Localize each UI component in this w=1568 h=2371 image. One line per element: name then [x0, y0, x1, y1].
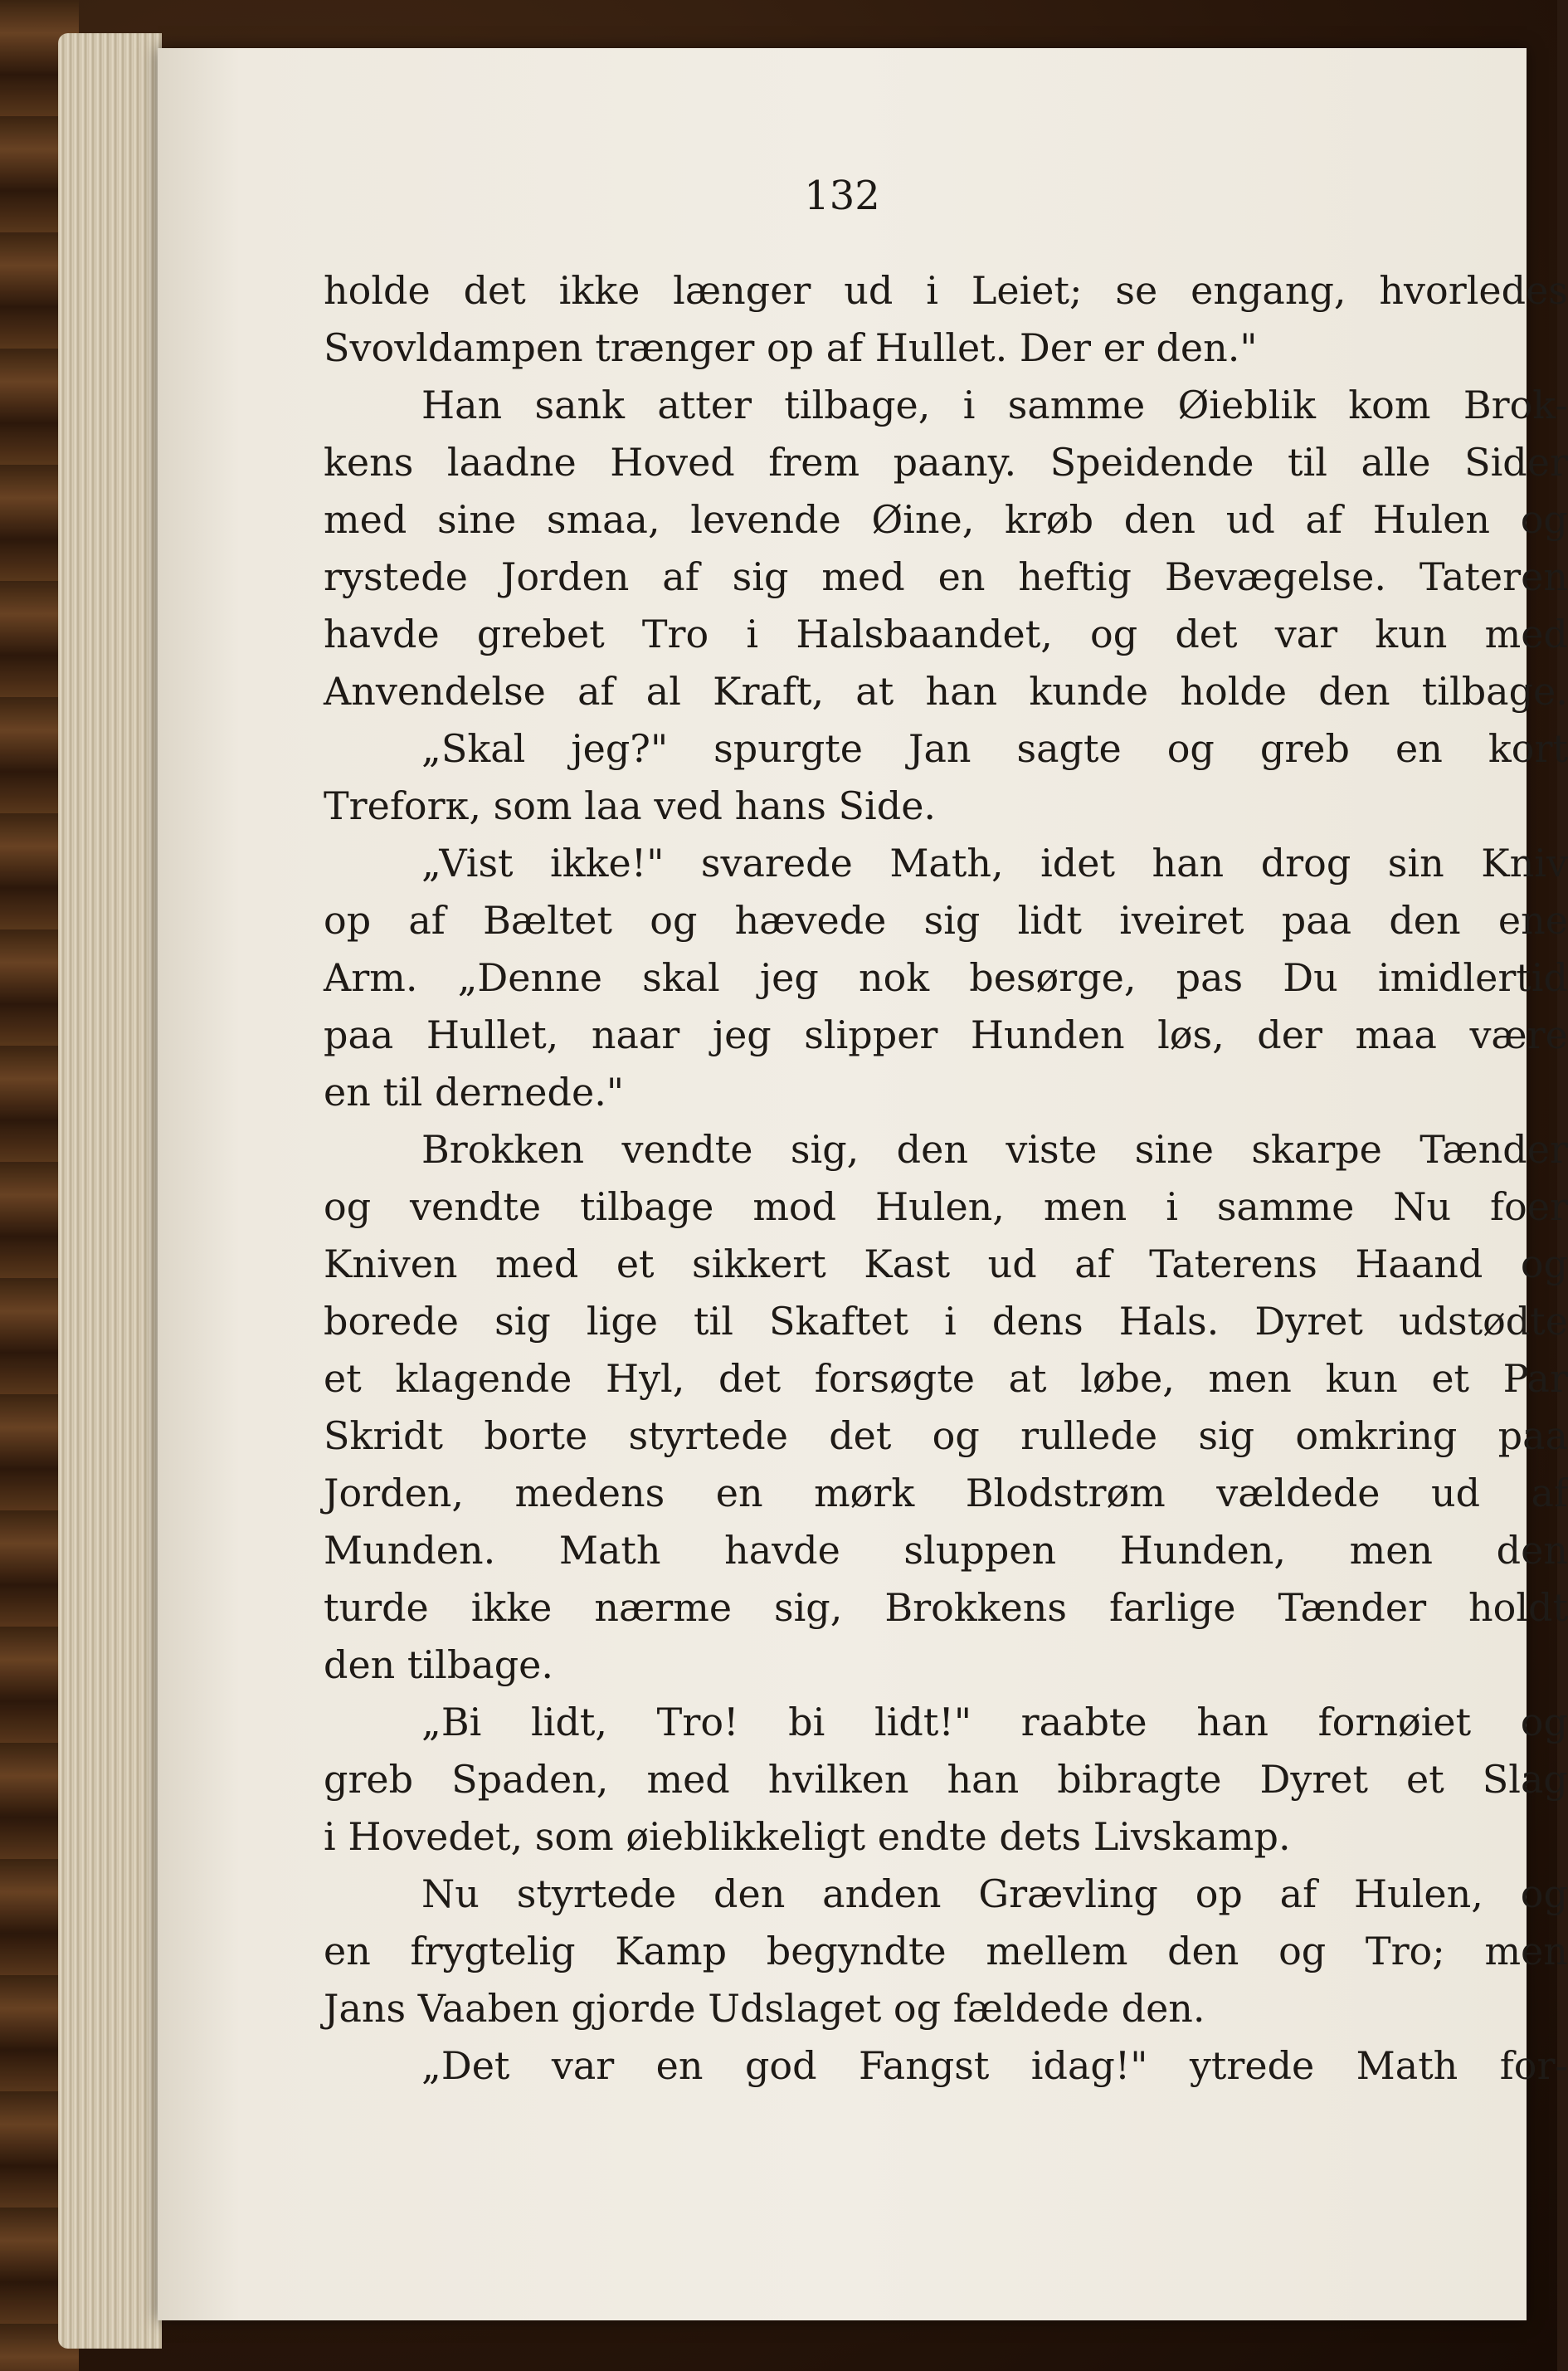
book-page [158, 48, 1568, 2320]
text-line: Treforк, som laa ved hans Side. [324, 783, 937, 828]
text-line: et klagende Hyl, det forsøgte at løbe, men kun et Par [324, 1356, 1568, 1401]
text-line: en frygtelig Kamp begyndte mellem den og Tro; men [324, 1929, 1568, 1973]
text-line: Kniven med et sikkert Kast ud af Taterens Haand og [324, 1242, 1568, 1286]
text-line: Skridt borte styrtede det og rullede sig omkring paa [324, 1413, 1568, 1458]
text-line: den tilbage. [324, 1642, 553, 1687]
text-line: Svovldampen trænger op af Hullet. Der er den." [324, 325, 1258, 370]
text-line: Brokken vendte sig, den viste sine skarpe Tænder [421, 1127, 1568, 1172]
text-line: Anvendelse af al Kraft, at han kunde holde den tilbage. [324, 669, 1568, 714]
text-line: greb Spaden, med hvilken han bibragte Dyret et Slag [324, 1757, 1568, 1802]
text-line: med sine smaa, levende Øine, krøb den ud af Hulen og [324, 497, 1568, 542]
text-line: „Skal jeg?" spurgte Jan sagte og greb en kort [421, 726, 1568, 771]
text-line: Jans Vaaben gjorde Udslaget og fældede den. [324, 1986, 1205, 2031]
text-line: „Det var en god Fangst idag!" ytrede Math for- [421, 2043, 1568, 2088]
text-line: Arm. „Denne skal jeg nok besørge, pas Du imidlertid [324, 955, 1568, 1000]
text-line: rystede Jorden af sig med en heftig Bevægelse. Tateren [324, 554, 1568, 599]
text-line: Han sank atter tilbage, i samme Øieblik kom Brok- [421, 383, 1568, 427]
page-edges [58, 33, 162, 2349]
text-line: og vendte tilbage mod Hulen, men i samme Nu foer [324, 1184, 1568, 1229]
text-line: „Bi lidt, Tro! bi lidt!" raabte han fornøiet og [421, 1700, 1568, 1744]
text-line: turde ikke nærme sig, Brokkens farlige Tænder holdt [324, 1585, 1568, 1630]
text-line: havde grebet Tro i Halsbaandet, og det var kun med [324, 612, 1568, 656]
text-line: Munden. Math havde sluppen Hunden, men den [324, 1528, 1568, 1573]
page-number: 132 [804, 173, 880, 219]
text-line: paa Hullet, naar jeg slipper Hunden løs, der maa være [324, 1012, 1568, 1057]
body-text [324, 262, 1568, 2095]
text-line: Nu styrtede den anden Grævling op af Hulen, og [421, 1871, 1568, 1916]
text-line: holde det ikke længer ud i Leiet; se engang, hvorledes [324, 268, 1568, 313]
text-line: i Hovedet, som øieblikkeligt endte dets Livskamp. [324, 1814, 1291, 1859]
text-line: Jorden, medens en mørk Blodstrøm vældede ud af [324, 1471, 1568, 1515]
text-line: borede sig lige til Skaftet i dens Hals. Dyret udstødte [324, 1299, 1568, 1344]
text-line: op af Bæltet og hævede sig lidt iveiret paa den ene [324, 898, 1568, 943]
text-line: „Vist ikke!" svarede Math, idet han drog sin Kniv [421, 841, 1568, 885]
text-line: kens laadne Hoved frem paany. Speidende til alle Sider [324, 440, 1568, 485]
text-line: en til dernede." [324, 1070, 624, 1115]
